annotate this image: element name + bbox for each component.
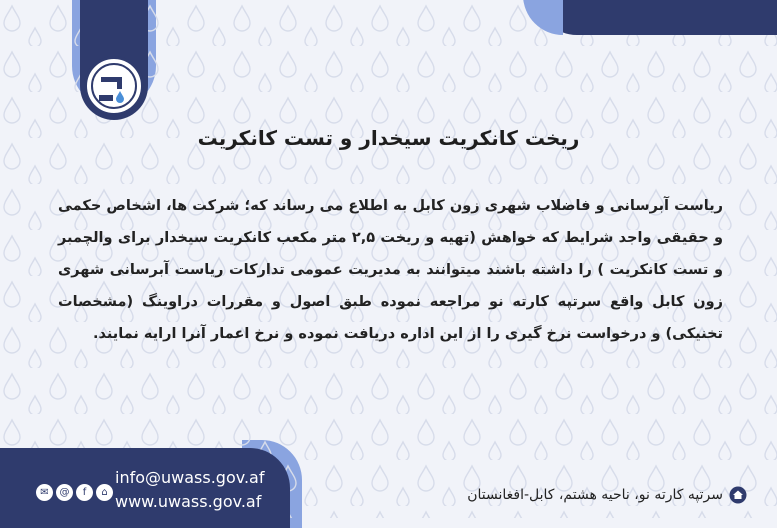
page-title: ریخت کانکریت سیخدار و تست کانکریت: [197, 126, 580, 150]
contact-info: [115, 466, 265, 514]
logo-banner: [80, 0, 148, 120]
top-right-corner-decoration: [537, 0, 777, 35]
email-link[interactable]: info@uwass.gov.af: [115, 468, 265, 487]
website-link[interactable]: www.uwass.gov.af: [115, 492, 262, 511]
announcement-body: ریاست آبرسانی و فاضلاب شهری زون کابل به اطلاع می رساند که؛ شرکت ها، اشخاص حکمی و حقیقی واجد شرایط که خواهش (تهیه و ریخت ۲,۵ متر مکعب کانکریت سیخدار برای والچمبر و تست کانکریت ) را داشته باشند میتوانند به مدیریت عمومی تدارکات ریاست آبرسانی شهری زون کابل واقع سرتپه کارته نو مراجعه نموده طبق اصول و مقررات دراوینگ (مشخصات تخنیکی) و درخواست نرخ گیری را از این اداره دریافت نموده و نرخ اعمار آنرا ارایه نمایند.: [58, 198, 723, 342]
uwass-logo: [84, 56, 144, 116]
home-icon: [729, 486, 747, 504]
facebook-icon[interactable]: f: [76, 484, 93, 501]
email-icon[interactable]: @: [56, 484, 73, 501]
address: [467, 486, 747, 504]
home-icon[interactable]: ⌂: [96, 484, 113, 501]
social-icons: [36, 484, 113, 501]
address-text: سرتپه کارته نو، ناحیه هشتم، کابل-افغانستان: [467, 487, 723, 503]
message-icon[interactable]: ✉: [36, 484, 53, 501]
